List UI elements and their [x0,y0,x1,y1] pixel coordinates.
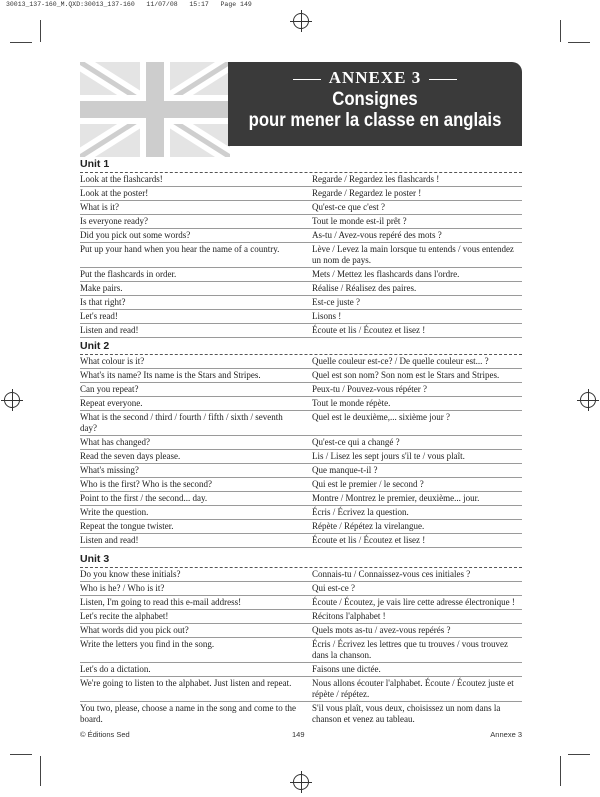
unit-3-section [80,553,522,726]
table-row [80,411,522,436]
french-translation: Nous allons écouter l'alphabet. Écoute / Écoutez juste et répète / répétez. [312,678,514,699]
english-instruction: What has changed? [80,437,150,447]
french-translation: Regarde / Regardez le poster ! [312,188,422,198]
annexe-banner [228,62,522,146]
french-translation: Lis / Lisez les sept jours s'il te / vous plaît. [312,451,465,461]
table-row [80,478,522,492]
english-instruction: Make pairs. [80,283,123,293]
registration-mark [293,774,309,790]
french-translation: Qu'est-ce qui a changé ? [312,437,400,447]
english-instruction: Listen and read! [80,325,139,335]
french-translation: Regarde / Regardez les flashcards ! [312,174,440,184]
french-translation: Récitons l'alphabet ! [312,611,386,621]
french-translation: S'il vous plaît, vous deux, choisissez un nom dans la chanson et venez au tableau. [312,703,501,724]
crop-mark [568,754,590,755]
english-instruction: Let's do a dictation. [80,664,151,674]
crop-mark [560,20,561,42]
table-row [80,702,522,726]
registration-mark [4,392,20,408]
table-row [80,324,522,338]
english-instruction: What words did you pick out? [80,625,189,635]
table-row [80,610,522,624]
table-row [80,369,522,383]
french-translation: Est-ce juste ? [312,297,360,307]
unit-heading: Unit 3 [80,553,522,568]
french-translation: Réalise / Réalisez des paires. [312,283,417,293]
footer-section: Annexe 3 [490,730,522,739]
registration-mark [293,13,309,29]
french-translation: Quelle couleur est-ce? / De quelle couleur est... ? [312,356,489,366]
french-translation: Écoute et lis / Écoutez et lisez ! [312,325,426,335]
table-row [80,187,522,201]
english-instruction: Did you pick out some words? [80,230,191,240]
english-instruction: What is it? [80,202,119,212]
english-instruction: Listen, I'm going to read this e-mail address! [80,597,242,607]
crop-mark [40,756,41,786]
table-row [80,663,522,677]
table-row [80,596,522,610]
unit-1-section [80,158,522,338]
french-translation: Tout le monde est-il prêt ? [312,216,407,226]
english-instruction: Is everyone ready? [80,216,148,226]
print-slug: 30013_137-160_M.QXD:30013_137-160 11/07/08 15:17 Page 149 [6,1,252,8]
french-translation: As-tu / Avez-vous repéré des mots ? [312,230,442,240]
french-translation: Que manque-t-il ? [312,465,378,475]
french-translation: Qu'est-ce que c'est ? [312,202,385,212]
english-instruction: Repeat the tongue twister. [80,521,174,531]
crop-mark [568,42,590,43]
french-translation: Quels mots as-tu / avez-vous repérés ? [312,625,451,635]
table-row [80,268,522,282]
english-instruction: Point to the first / the second... day. [80,493,208,503]
english-instruction: Who is he? / Who is it? [80,583,165,593]
table-row [80,215,522,229]
table-row [80,397,522,411]
english-instruction: Let's read! [80,311,118,321]
french-translation: Peux-tu / Pouvez-vous répéter ? [312,384,427,394]
french-translation: Tout le monde répète. [312,398,391,408]
unit-heading: Unit 1 [80,158,522,173]
english-instruction: Do you know these initials? [80,569,181,579]
table-row [80,520,522,534]
table-row [80,310,522,324]
french-translation: Quel est le deuxième,... sixième jour ? [312,412,450,422]
registration-mark [580,392,596,408]
footer-publisher: © Éditions Sed [80,730,130,739]
crop-mark [560,756,561,786]
table-row [80,638,522,663]
english-instruction: Listen and read! [80,535,139,545]
english-instruction: Is that right? [80,297,126,307]
english-instruction: Who is the first? Who is the second? [80,479,213,489]
union-jack-image [80,62,230,157]
annexe-label: ANNEXE 3 [228,68,522,88]
table-row [80,450,522,464]
table-row [80,383,522,397]
table-row [80,464,522,478]
crop-mark [10,42,32,43]
table-row [80,506,522,520]
french-translation: Qui est-ce ? [312,583,355,593]
french-translation: Lève / Levez la main lorsque tu entends / vous entendez un nom de pays. [312,244,514,265]
french-translation: Lisons ! [312,311,342,321]
table-row [80,582,522,596]
english-instruction: You two, please, choose a name in the song and come to the board. [80,703,297,724]
french-translation: Écoute et lis / Écoutez et lisez ! [312,535,426,545]
table-row [80,624,522,638]
english-instruction: Write the question. [80,507,149,517]
french-translation: Qui est le premier / le second ? [312,479,424,489]
table-row [80,436,522,450]
table-row [80,243,522,268]
english-instruction: Repeat everyone. [80,398,143,408]
english-instruction: What's its name? Its name is the Stars and Stripes. [80,370,261,380]
english-instruction: Can you repeat? [80,384,139,394]
table-row [80,296,522,310]
french-translation: Faisons une dictée. [312,664,381,674]
french-translation: Quel est son nom? Son nom est le Stars and Stripes. [312,370,500,380]
crop-mark [40,20,41,42]
page-title-line1: Consignes [332,89,418,110]
french-translation: Écris / Écrivez les lettres que tu trouves / vous trouvez dans la chanson. [312,639,508,660]
english-instruction: What is the second / third / fourth / fifth / sixth / seventh day? [80,412,283,433]
english-instruction: Put up your hand when you hear the name of a country. [80,244,280,254]
french-translation: Montre / Montrez le premier, deuxième... jour. [312,493,480,503]
table-row [80,677,522,702]
french-translation: Mets / Mettez les flashcards dans l'ordre. [312,269,460,279]
french-translation: Connais-tu / Connaissez-vous ces initiales ? [312,569,471,579]
table-row [80,201,522,215]
crop-mark [10,754,32,755]
french-translation: Écris / Écrivez la question. [312,507,409,517]
english-instruction: Look at the poster! [80,188,149,198]
english-instruction: Read the seven days please. [80,451,181,461]
unit-2-section [80,340,522,548]
english-instruction: We're going to listen to the alphabet. Just listen and repeat. [80,678,292,688]
english-instruction: What's missing? [80,465,139,475]
table-row [80,229,522,243]
table-row [80,568,522,582]
english-instruction: What colour is it? [80,356,145,366]
english-instruction: Look at the flashcards! [80,174,163,184]
french-translation: Répète / Répétez la virelangue. [312,521,425,531]
table-row [80,282,522,296]
table-row [80,492,522,506]
english-instruction: Write the letters you find in the song. [80,639,215,649]
table-row [80,173,522,187]
english-instruction: Let's recite the alphabet! [80,611,169,621]
table-row [80,355,522,369]
table-row [80,534,522,548]
english-instruction: Put the flashcards in order. [80,269,177,279]
french-translation: Écoute / Écoutez, je vais lire cette adresse électronique ! [312,597,515,607]
footer-page-number: 149 [292,730,305,739]
page-title-line2: pour mener la classe en anglais [248,110,502,131]
unit-heading: Unit 2 [80,340,522,355]
